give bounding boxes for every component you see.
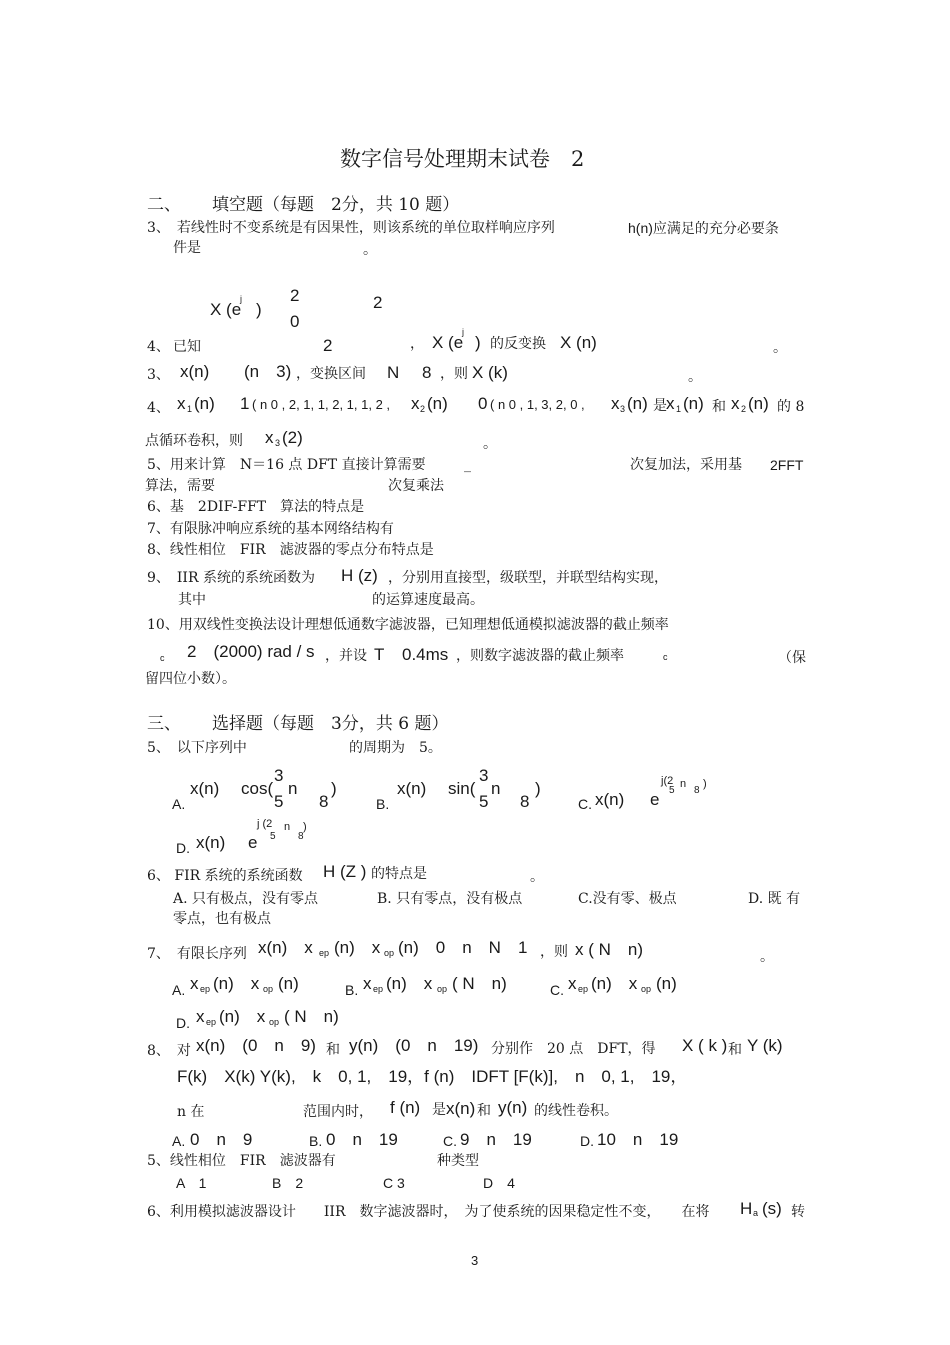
c5-a-xn: x(n) [190, 779, 220, 798]
c5-c-xn: x(n) [595, 790, 625, 809]
c7-b-ep: ep [373, 984, 384, 994]
c5-c-8: 8 [694, 785, 700, 796]
c6-text-b: 的特点是 [371, 866, 427, 882]
c8-xn2: x(n) [446, 1099, 476, 1118]
c8-yn2: y(n) [498, 1098, 528, 1117]
c7-d-end: ( N n) [284, 1007, 339, 1026]
q4b-x2-arg: (n) [427, 394, 448, 413]
c5-option-d-label: D. [176, 840, 190, 856]
c5-option-b-label: B. [376, 796, 390, 812]
q4c-x3-sub: 3 [275, 438, 281, 448]
c5-c-e: e [650, 790, 660, 809]
c6b-zhuan: 转 [791, 1204, 805, 1220]
c6-option-d-cont: 零点，也有极点 [173, 911, 271, 927]
c5-a-8: 8 [319, 792, 329, 811]
c7-b-op: op [437, 984, 448, 994]
c7-option-b-label: B. [345, 982, 359, 998]
c7-option-a-label: A. [172, 982, 186, 998]
q10-T: T [374, 645, 385, 664]
c7-a-end: (n) [278, 974, 299, 993]
q4-period: 。 [773, 340, 787, 356]
c7-a-x: x [190, 974, 199, 993]
q5-blank: _ [464, 457, 471, 473]
c5-a-n: n [288, 779, 298, 798]
page-number: 3 [471, 1253, 479, 1268]
q4b-x1: x [177, 394, 186, 413]
c5-d-rparen: ) [303, 821, 307, 833]
q4-number: 4、 [147, 339, 170, 355]
q4b-number: 4、 [147, 400, 170, 416]
c7-d-x: x [196, 1007, 205, 1026]
c8-he1: 和 [326, 1042, 340, 1058]
c7-c-ep: ep [578, 984, 589, 994]
c8-shi: 是 [432, 1102, 446, 1118]
q4c-period: 。 [483, 436, 497, 452]
q4c-arg: (2) [282, 428, 303, 447]
q10-value: 2 (2000) rad / s [187, 642, 315, 661]
c6b-h-sub: a [753, 1208, 759, 1218]
q4-xn: X (n) [560, 333, 597, 352]
q9-text-d: 的运算速度最高。 [372, 592, 484, 608]
q4b-one: 1 [240, 394, 250, 413]
c6-period: 。 [530, 869, 544, 885]
c5-c-n: n [680, 778, 687, 790]
c5-option-a-label: A. [172, 796, 186, 812]
q5-text-b: 次复加法，采用基 [630, 457, 742, 473]
c5-d-8: 8 [298, 831, 304, 842]
c8-text-b: 分别作 20 点 DFT，得 [491, 1041, 656, 1057]
c8-yk: Y (k) [747, 1036, 783, 1055]
q3b-text: ，变换区间 [296, 366, 366, 382]
q3-period: 。 [363, 242, 377, 258]
q5-text-d: 算法，需要 [145, 478, 215, 494]
section2-number: 二、 [147, 195, 181, 215]
q5-2fft: 2FFT [770, 457, 804, 473]
c8-option-c-label: C. [443, 1133, 457, 1149]
c8-option-b: 0 n 19 [326, 1130, 398, 1149]
c8-text-f: 的线性卷积。 [534, 1103, 618, 1119]
c5-b-xn: x(n) [397, 779, 427, 798]
c5-b-3: 3 [479, 766, 489, 785]
c7-xn: x(n) x [258, 938, 313, 957]
c5-b-n: n [491, 779, 501, 798]
c7-d-op: op [269, 1017, 280, 1027]
q10-omega-c: c [160, 653, 165, 663]
q4b-x2-sub: 2 [420, 404, 426, 414]
q9-text-c: 其中 [178, 592, 206, 608]
c7-option-d-label: D. [176, 1015, 190, 1031]
c8-number: 8、 对 [147, 1043, 191, 1059]
c7-result: x ( N n) [575, 940, 643, 959]
page-title: 数字信号处理期末试卷 2 [340, 147, 585, 171]
q10-bao: （保 [778, 650, 806, 666]
c7-b-end: ( N n) [452, 974, 507, 993]
c5-d-exp: j (2 [257, 818, 273, 830]
c6-option-b: B. 只有零点，没有极点 [377, 891, 523, 907]
q10-Tvalue: 0.4ms [402, 645, 449, 664]
formula-two-right: 2 [373, 293, 383, 312]
c8-option-d: 10 n 19 [597, 1130, 679, 1149]
formula-zero: 0 [290, 312, 300, 331]
q3-text-cont: 件是 [173, 240, 201, 256]
c5b-option-a: A 1 [176, 1175, 207, 1191]
c5-text-b: 的周期为 5。 [349, 740, 442, 756]
q3b-xn: x(n) [180, 362, 210, 381]
q4b-x3: x [611, 394, 620, 413]
c6-text: 6、 FIR 系统的系统函数 [147, 868, 303, 884]
q8-text: 8、线性相位 FIR 滤波器的零点分布特点是 [147, 542, 434, 558]
c5-d-xn: x(n) [196, 833, 226, 852]
c5b-option-b: B 2 [272, 1175, 304, 1191]
q3b-N: N [387, 363, 400, 382]
c7-b-x: x [363, 974, 372, 993]
q4c-text: 点循环卷积，则 [145, 433, 243, 449]
c5b-text-b: 种类型 [437, 1153, 479, 1169]
q4b-shi: 是 [653, 398, 667, 414]
c6-hz: H (Z ) [323, 862, 367, 881]
q3b-number: 3、 [147, 367, 170, 383]
c7-op-sub: op [384, 948, 395, 958]
q10-text-b: ，则数字滤波器的截止频率 [456, 648, 624, 664]
c7-a-op: op [263, 984, 274, 994]
c8-option-b-label: B. [309, 1133, 323, 1149]
c5-a-cos: cos( [241, 779, 274, 798]
c5-text: 5、 以下序列中 [147, 740, 247, 756]
c6-option-c: C.没有零、极点 [578, 891, 677, 907]
c6-option-d: D. 既 有 [748, 891, 801, 907]
q3b-xk: X (k) [472, 363, 508, 382]
q4-xe: X (e [432, 333, 464, 352]
q3-text-right: h(n)应满足的充分必要条 [628, 220, 779, 236]
c8-text-d: 范围内时， [303, 1104, 373, 1120]
q4b-zero: 0 [478, 394, 488, 413]
c7-c-x: x [568, 974, 577, 993]
q6-text: 6、基 2DIF-FFT 算法的特点是 [147, 499, 365, 515]
q4-comma: ， [410, 336, 424, 352]
section2-heading: 填空题（每题 2分，共 10 题） [212, 195, 460, 215]
q4b-he: 和 [712, 399, 726, 415]
formula-two-top: 2 [290, 286, 300, 305]
c8-he2: 和 [728, 1042, 742, 1058]
c7-c-op: op [641, 984, 652, 994]
c8-option-a-label: A. [172, 1133, 186, 1149]
c8-option-c: 9 n 19 [460, 1130, 532, 1149]
c5b-text: 5、线性相位 FIR 滤波器有 [147, 1153, 336, 1169]
c5-b-5: 5 [479, 792, 489, 811]
c7-a-ep: ep [200, 984, 211, 994]
c7-d-ep: ep [206, 1017, 217, 1027]
c5-option-c-label: C. [578, 796, 592, 812]
q4-rparen: ) [475, 333, 481, 352]
c5-a-rparen: ) [331, 779, 337, 798]
q4-text: 已知 [173, 339, 201, 355]
c6b-h: H [740, 1199, 753, 1218]
c6b-s: (s) [762, 1199, 782, 1218]
q5-text-e: 次复乘法 [388, 478, 444, 494]
section3-number: 三、 [147, 714, 181, 734]
q3b-n3: (n 3) [244, 362, 292, 381]
q3b-eight: 8 [422, 363, 432, 382]
q4b-seq2: ( n 0 , 1, 3, 2, 0 , [490, 397, 585, 412]
q4b-x2b-sub: 2 [741, 404, 747, 414]
q10-omega-c2: c [663, 652, 668, 662]
q4b-x3-arg: (n) [627, 394, 648, 413]
q4b-de8: 的 8 [777, 399, 805, 415]
q7-text: 7、有限脉冲响应系统的基本网络结构有 [147, 521, 394, 537]
c7-option-c-label: C. [550, 982, 564, 998]
c8-text-c: n 在 [177, 1104, 205, 1120]
c7-d-mid: (n) x [219, 1007, 266, 1026]
c5-c-rparen: ) [703, 778, 707, 790]
c6-option-a: A. 只有极点，没有零点 [173, 891, 319, 907]
c5-b-8: 8 [520, 792, 530, 811]
q4b-x1b: x [666, 394, 675, 413]
formula-j: j [240, 294, 242, 304]
formula-rparen: ) [256, 300, 262, 319]
c7-ep-sub: ep [319, 948, 330, 958]
c7-then: ，则 [540, 944, 568, 960]
q3b-then: ，则 [440, 366, 468, 382]
c7-c-mid: (n) x [591, 974, 638, 993]
q9-hz: H (z) [341, 566, 378, 585]
c5-a-5: 5 [274, 792, 284, 811]
c5-c-5: 5 [669, 785, 675, 796]
q10-text-mid: ，并设 [325, 648, 367, 664]
q3b-period: 。 [688, 369, 702, 385]
c7-c-end: (n) [656, 974, 677, 993]
c5-d-5: 5 [270, 831, 276, 842]
c5-d-n: n [284, 821, 291, 833]
c5b-option-d: D 4 [483, 1175, 515, 1191]
c5b-option-c: C 3 [383, 1175, 405, 1191]
q4b-x1b-sub: 1 [676, 404, 682, 414]
q4b-x2b: x [731, 394, 740, 413]
c6b-text: 6、利用模拟滤波器设计 IIR 数字滤波器时， 为了使系统的因果稳定性不变， 在将 [147, 1204, 710, 1220]
c8-option-a: 0 n 9 [190, 1130, 253, 1149]
section3-heading: 选择题（每题 3分，共 6 题） [212, 714, 449, 734]
c7-period: 。 [760, 949, 774, 965]
c7-xop: (n) 0 n N 1 [398, 938, 528, 957]
q4b-x1-arg: (n) [194, 394, 215, 413]
c8-option-d-label: D. [580, 1133, 594, 1149]
c5-b-rparen: ) [535, 779, 541, 798]
q10-text-d: 留四位小数）。 [145, 671, 236, 687]
q4b-x2b-arg: (n) [748, 394, 769, 413]
c8-yn: y(n) (0 n 19) [349, 1036, 479, 1055]
q10-text: 10、用双线性变换法设计理想低通数字滤波器，已知理想低通模拟滤波器的截止频率 [147, 617, 669, 633]
c5-c-exp: j(2 [661, 775, 674, 787]
q4b-seq1: ( n 0 , 2, 1, 1, 2, 1, 1, 2 , [252, 397, 391, 412]
formula-xe: X (e [210, 300, 242, 319]
c8-fn: f (n) [390, 1098, 421, 1117]
q4-inverse: 的反变换 [490, 336, 546, 352]
c8-line2: F(k) X(k) Y(k), k 0, 1, 19，f (n) IDFT [F(k)], n 0, 1, 19， [177, 1067, 688, 1086]
c8-xk: X ( k ) [682, 1036, 728, 1055]
q4b-x1-sub: 1 [187, 404, 193, 414]
q9-text-b: ，分别用直接型，级联型，并联型结构实现， [388, 570, 668, 586]
c7-b-mid: (n) x [386, 974, 433, 993]
q4c-x3: x [265, 428, 274, 447]
q5-text: 5、用来计算 N＝16 点 DFT 直接计算需要 [147, 457, 426, 473]
q9-text: 9、 IIR 系统的系统函数为 [147, 570, 315, 586]
c5-b-sin: sin( [448, 779, 476, 798]
c7-xep: (n) x [334, 938, 381, 957]
q4b-x2: x [411, 394, 420, 413]
c8-he3: 和 [477, 1103, 491, 1119]
c7-text: 7、 有限长序列 [147, 946, 247, 962]
c5-d-e: e [248, 833, 258, 852]
q3-text: 3、 若线性时不变系统是有因果性，则该系统的单位取样响应序列 [147, 220, 555, 236]
c7-a-mid: (n) x [213, 974, 260, 993]
q4-j: j [462, 327, 464, 337]
q4b-x3-sub: 3 [620, 404, 626, 414]
c5-a-3: 3 [274, 766, 284, 785]
c8-xn: x(n) (0 n 9) [196, 1036, 316, 1055]
q4-two: 2 [323, 336, 333, 355]
q4b-x1b-arg: (n) [683, 394, 704, 413]
